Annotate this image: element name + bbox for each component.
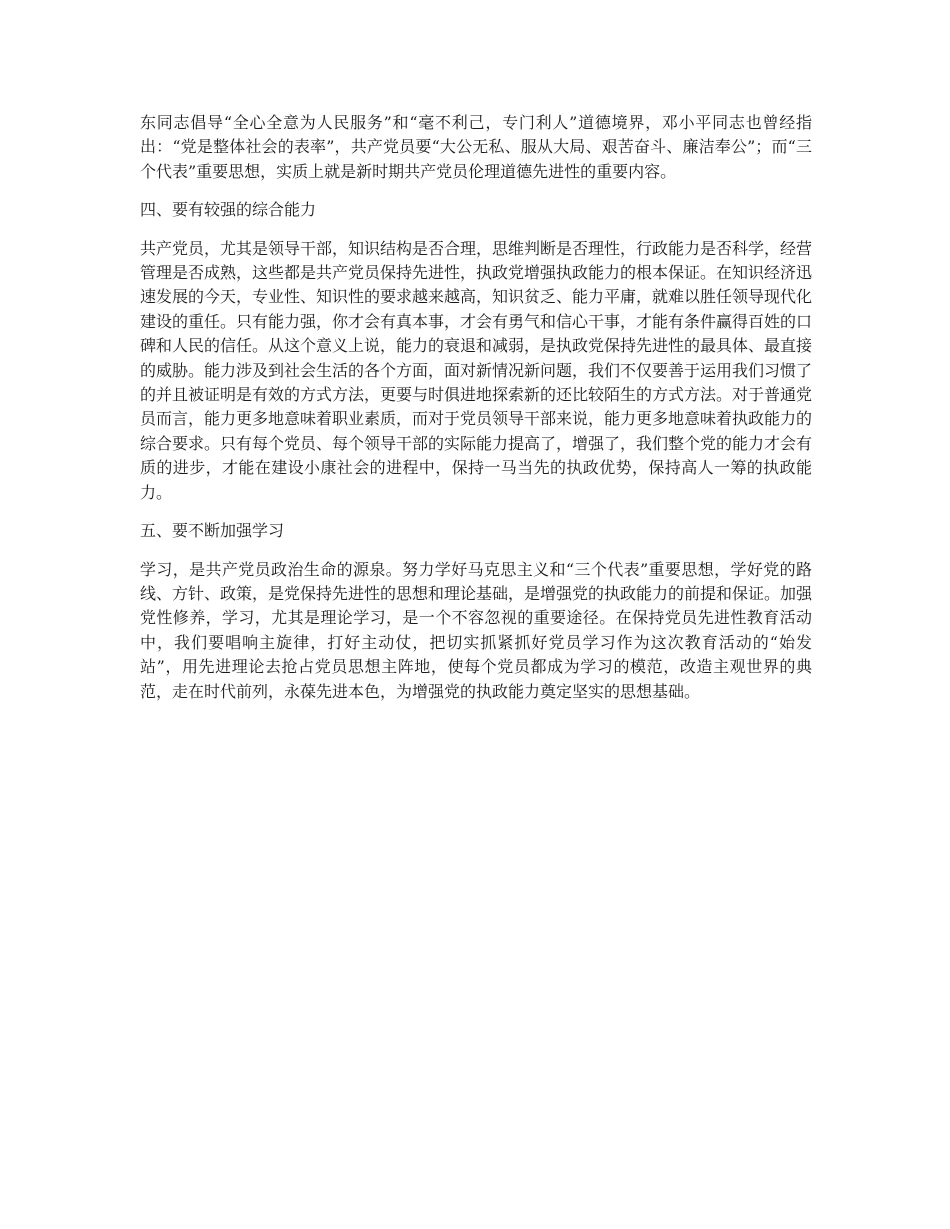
paragraph-section-5: 学习，是共产党员政治生命的源泉。努力学好马克思主义和“三个代表”重要思想，学好党的路线、方针、政策，是党保持先进性的思想和理论基础，是增强党的执政能力的前提和保证。加强党性修养，学习，尤其是理论学习，是一个不容忽视的重要途径。在保持党员先进性教育活动中，我们要唱响主旋律，打好主动仗，把切实抓紧抓好党员学习作为这次教育活动的“始发站”，用先进理论去抢占党员思想主阵地，使每个党员都成为学习的模范，改造主观世界的典范，走在时代前列，永葆先进本色，为增强党的执政能力奠定坚实的思想基础。 — [140, 559, 813, 701]
section-heading-4: 四、要有较强的综合能力 — [140, 200, 317, 220]
paragraph-intro-continuation: 东同志倡导“全心全意为人民服务”和“毫不利己，专门利人”道德境界，邓小平同志也曾经指出：“党是整体社会的表率”，共产党员要“大公无私、服从大局、艰苦奋斗、廉洁奉公”；而“三个代表”重要思想，实质上就是新时期共产党员伦理道德先进性的重要内容。 — [140, 113, 812, 181]
document-page — [140, 111, 812, 718]
paragraph-section-4: 共产党员，尤其是领导干部，知识结构是否合理，思维判断是否理性，行政能力是否科学，经营管理是否成熟，这些都是共产党员保持先进性，执政党增强执政能力的根本保证。在知识经济迅速发展的今天，专业性、知识性的要求越来越高，知识贫乏、能力平庸，就难以胜任领导现代化建设的重任。只有能力强，你才会有真本事，才会有勇气和信心干事，才能有条件赢得百姓的口碑和人民的信任。从这个意义上说，能力的衰退和减弱，是执政党保持先进性的最具体、最直接的威胁。能力涉及到社会生活的各个方面，面对新情况新问题，我们不仅要善于运用我们习惯了的并且被证明是有效的方式方法，更要与时俱进地探索新的还比较陌生的方式方法。对于普通党员而言，能力更多地意味着职业素质，而对于党员领导干部来说，能力更多地意味着执政能力的综合要求。只有每个党员、每个领导干部的实际能力提高了，增强了，我们整个党的能力才会有质的进步，才能在建设小康社会的进程中，保持一马当先的执政优势，保持高人一筹的执政能力。 — [140, 238, 813, 502]
section-heading-5: 五、要不断加强学习 — [140, 521, 285, 541]
